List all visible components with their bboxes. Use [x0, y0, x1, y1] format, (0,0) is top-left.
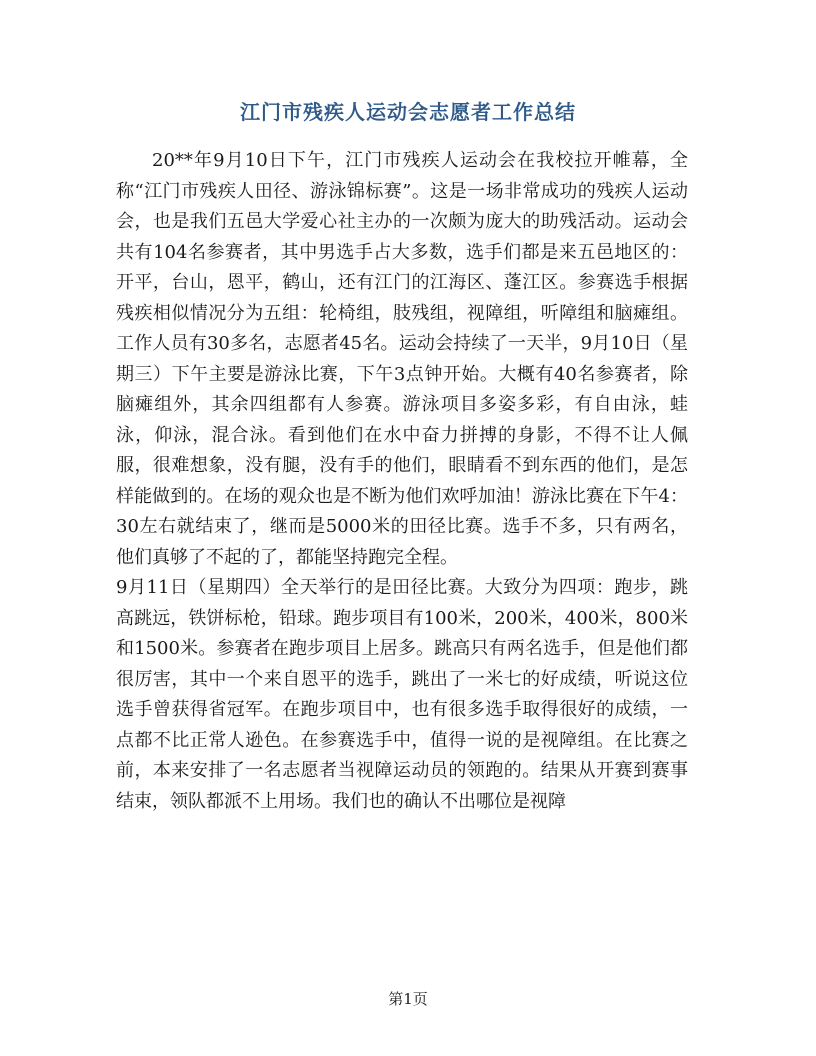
document-title: 江门市残疾人运动会志愿者工作总结	[240, 100, 576, 124]
document-body	[116, 146, 688, 817]
page-number: 第1页	[388, 990, 428, 1008]
paragraph-2: 9月11日（星期四）全天举行的是田径比赛。大致分为四项：跑步，跳高跳远，铁饼标枪，铅球。跑步项目有100米，200米，400米，800米和1500米。参赛者在跑步项目上居多。跳高只有两名选手，但是他们都很厉害，其中一个来自恩平的选手，跳出了一米七的好成绩，听说这位选手曾获得省冠军。在跑步项目中，也有很多选手取得很好的成绩，一点都不比正常人逊色。在参赛选手中，值得一说的是视障组。在比赛之前，本来安排了一名志愿者当视障运动员的领跑的。结果从开赛到赛事结束，领队都派不上用场。我们也的确认不出哪位是视障	[116, 577, 688, 812]
paragraph-1: 20**年9月10日下午，江门市残疾人运动会在我校拉开帷幕，全称“江门市残疾人田径、游泳锦标赛”。这是一场非常成功的残疾人运动会，也是我们五邑大学爱心社主办的一次颇为庞大的助残活动。运动会共有104名参赛者，其中男选手占大多数，选手们都是来五邑地区的：开平，台山，恩平，鹤山，还有江门的江海区、蓬江区。参赛选手根据残疾相似情况分为五组：轮椅组，肢残组，视障组，听障组和脑瘫组。工作人员有30多名，志愿者45名。运动会持续了一天半，9月10日（星期三）下午主要是游泳比赛，下午3点钟开始。大概有40名参赛者，除脑瘫组外，其余四组都有人参赛。游泳项目多姿多彩，有自由泳，蛙泳，仰泳，混合泳。看到他们在水中奋力拼搏的身影，不得不让人佩服，很难想象，没有腿，没有手的他们，眼睛看不到东西的他们，是怎样能做到的。在场的观众也是不断为他们欢呼加油！游泳比赛在下午4：30左右就结束了，继而是5000米的田径比赛。选手不多，只有两名，他们真够了不起的了，都能坚持跑完全程。	[116, 150, 688, 568]
